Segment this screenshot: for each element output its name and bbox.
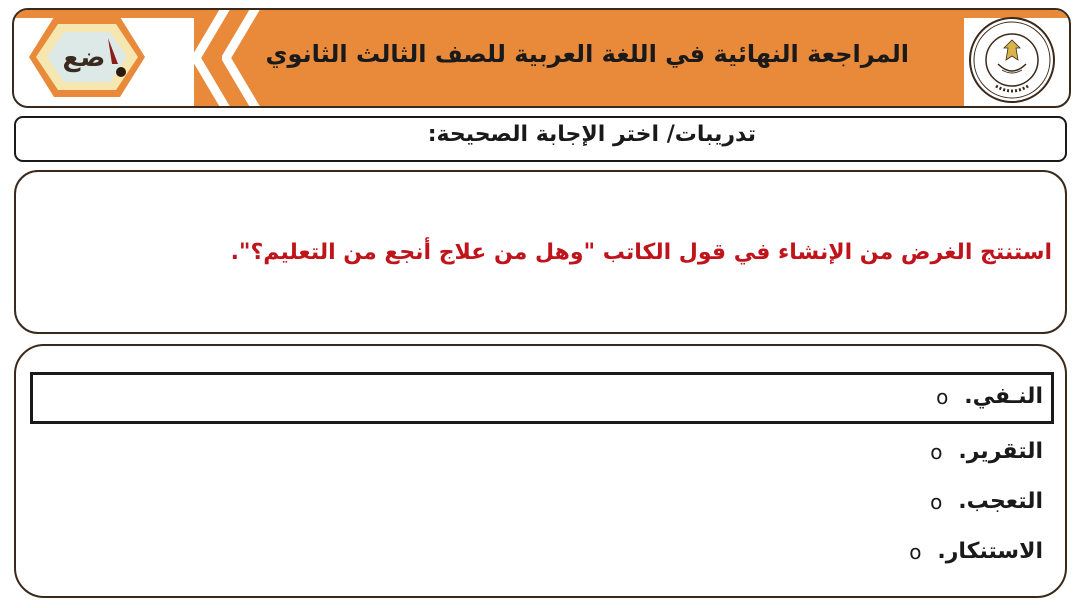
instructions-text: تدريبات/ اختر الإجابة الصحيحة: bbox=[427, 122, 756, 147]
question-box bbox=[14, 170, 1067, 334]
option-item[interactable] bbox=[926, 489, 1043, 514]
option-label: التقرير. bbox=[958, 439, 1043, 464]
radio-bullet-icon[interactable]: o bbox=[930, 439, 943, 464]
page-title: المراجعة النهائية في اللغة العربية للصف الثالث الثانوي bbox=[265, 40, 909, 68]
option-item[interactable] bbox=[926, 439, 1043, 464]
option-item[interactable] bbox=[905, 539, 1043, 564]
question-text: استنتج الغرض من الإنشاء في قول الكاتب "وهل من علاج أنجع من التعليم؟". bbox=[230, 240, 1052, 265]
ministry-seal-icon bbox=[968, 16, 1056, 104]
logo-icon bbox=[26, 14, 148, 100]
radio-bullet-icon[interactable]: o bbox=[909, 539, 922, 564]
options-box bbox=[14, 344, 1067, 598]
radio-bullet-icon[interactable]: o bbox=[936, 384, 949, 409]
logo-lettering: ضع bbox=[62, 43, 106, 73]
option-label: النـفي. bbox=[964, 384, 1043, 409]
header-banner bbox=[12, 8, 1071, 108]
radio-bullet-icon[interactable]: o bbox=[930, 489, 943, 514]
option-item[interactable] bbox=[932, 384, 1043, 409]
instructions-bar bbox=[14, 116, 1067, 162]
option-label: الاستنكار. bbox=[937, 539, 1043, 564]
option-label: التعجب. bbox=[958, 489, 1043, 514]
selected-option-highlight bbox=[30, 372, 1054, 424]
